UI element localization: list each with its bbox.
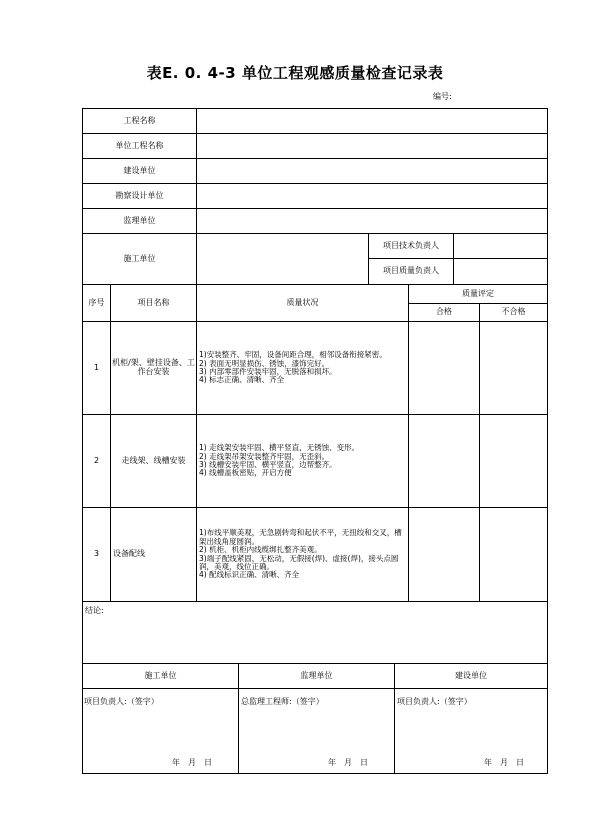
row-3-item: 设备配线 — [110, 507, 197, 602]
column-header-no: 序号 — [82, 284, 111, 322]
footer-builder-signer: 项目负责人:（签字） — [84, 697, 159, 706]
unit-project-name-field[interactable] — [196, 133, 548, 159]
construction-unit-field[interactable] — [196, 158, 548, 184]
supervision-unit-label: 监理单位 — [82, 208, 197, 234]
row-1-pass-cell[interactable] — [408, 321, 480, 415]
quality-lead-field[interactable] — [453, 258, 548, 285]
footer-owner-date: 年 月 日 — [484, 758, 524, 767]
footer-owner-title: 建设单位 — [394, 663, 548, 689]
footer-builder-date: 年 月 日 — [172, 758, 212, 767]
column-header-evaluation: 质量评定 — [408, 284, 548, 304]
row-1-no: 1 — [82, 321, 111, 415]
footer-builder-title: 施工单位 — [82, 663, 239, 689]
tech-lead-field[interactable] — [453, 233, 548, 259]
supervision-unit-field[interactable] — [196, 208, 548, 234]
survey-design-unit-label: 勘察设计单位 — [82, 183, 197, 209]
footer-supervisor-date: 年 月 日 — [328, 758, 368, 767]
unit-project-name-label: 单位工程名称 — [82, 133, 197, 159]
row-3-fail-cell[interactable] — [479, 507, 548, 602]
row-2-pass-cell[interactable] — [408, 414, 480, 508]
column-header-status: 质量状况 — [196, 284, 409, 322]
conclusion-box[interactable] — [82, 601, 548, 664]
row-1-item: 机柜/架、壁挂设备、工作台安装 — [110, 321, 197, 415]
footer-supervisor-title: 监理单位 — [238, 663, 395, 689]
form-title: 表E. 0. 4-3 单位工程观感质量检查记录表 — [146, 64, 444, 82]
row-3-status: 1)布线平顺美观，无急剧转弯和起伏不平，无扭绞和交叉，槽架出线角度圆润。 2) 机柜、机柜内线缆绑扎整齐美观。 3)端子配线紧固，无松动，无假接(焊)、虚接(焊)，接头点圆润，美观，线位正确。 4) 配线标识正确、清晰、齐全 — [196, 507, 409, 602]
row-2-fail-cell[interactable] — [479, 414, 548, 508]
row-2-item: 走线架、线槽安装 — [110, 414, 197, 508]
project-name-field[interactable] — [196, 108, 548, 134]
footer-owner-signer: 项目负责人:（签字） — [397, 697, 472, 706]
tech-lead-label: 项目技术负责人 — [368, 233, 454, 259]
row-3-no: 3 — [82, 507, 111, 602]
column-header-pass: 合格 — [408, 303, 480, 322]
conclusion-label: 结论: — [85, 606, 104, 615]
survey-design-unit-field[interactable] — [196, 183, 548, 209]
row-2-status: 1) 走线架安装牢固、横平竖直，无锈蚀、变形。 2) 走线架吊架安装整齐牢固，无歪斜。 3) 线槽安装牢固、横平竖直，边帮整齐。 4) 线槽盖板密贴，开启方便 — [196, 414, 409, 508]
column-header-fail: 不合格 — [479, 303, 548, 322]
row-3-pass-cell[interactable] — [408, 507, 480, 602]
builder-unit-label: 施工单位 — [82, 233, 197, 285]
row-1-status: 1)安装整齐、牢固，设备间距合理，相邻设备衔接紧密。 2) 表面无明显损伤、锈蚀，漆饰完好。 3) 内部零部件安装牢固，无脱落和损坏。 4) 标志正确、清晰、齐全 — [196, 321, 409, 415]
row-1-fail-cell[interactable] — [479, 321, 548, 415]
quality-lead-label: 项目质量负责人 — [368, 258, 454, 285]
document-number-label: 编号: — [433, 92, 452, 101]
column-header-item: 项目名称 — [110, 284, 197, 322]
project-name-label: 工程名称 — [82, 108, 197, 134]
row-2-no: 2 — [82, 414, 111, 508]
footer-supervisor-signer: 总监理工程师:（签字） — [241, 697, 324, 706]
construction-unit-label: 建设单位 — [82, 158, 197, 184]
builder-unit-field[interactable] — [196, 233, 369, 285]
